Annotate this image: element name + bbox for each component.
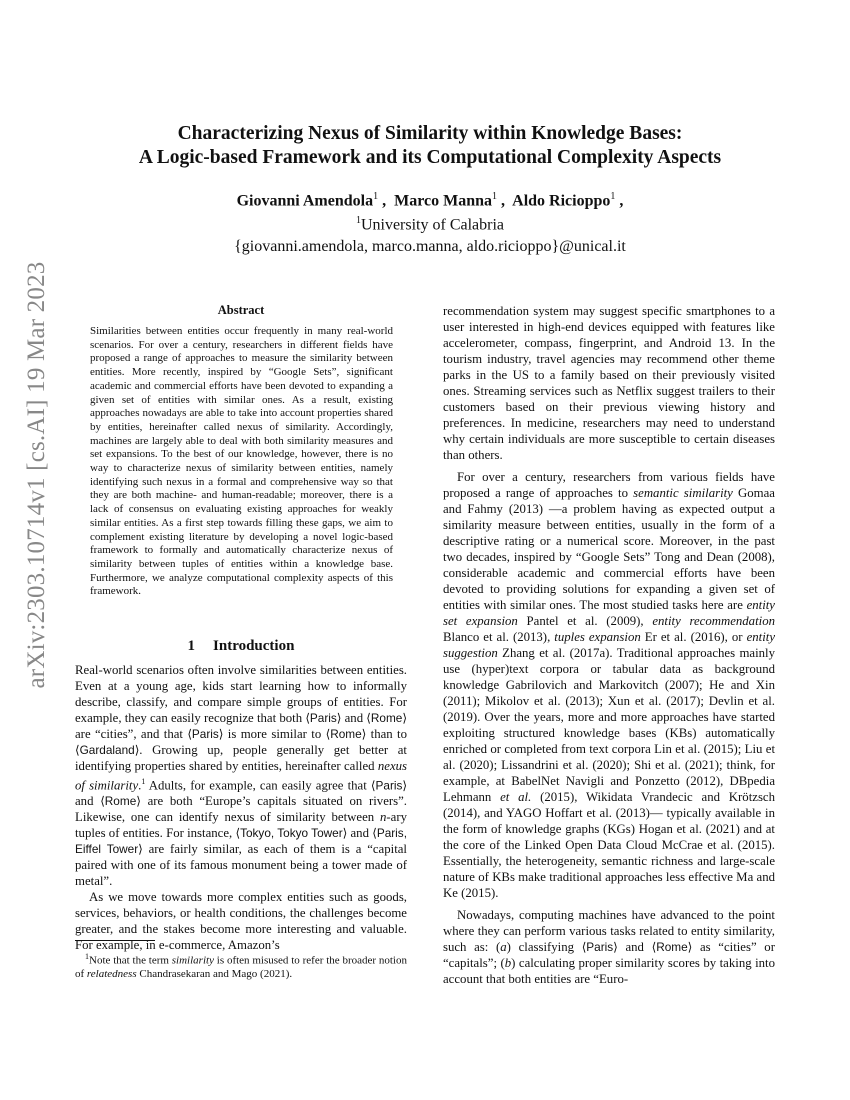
footnote-reference[interactable]: 1 [141,777,146,786]
entity-paris: ⟨Paris⟩ [305,711,342,725]
section-number: 1 [187,638,196,654]
section-title: Introduction [213,638,295,654]
affiliation [75,215,785,234]
affiliation-name: University of Calabria [360,216,505,234]
arxiv-stamp: arXiv:2303.10714v1 [cs.AI] 19 Mar 2023 [23,261,50,689]
entity-paris: ⟨Paris⟩ [187,727,224,741]
intro-column [75,662,407,953]
author-affiliation-mark: 1 [492,191,498,202]
entity-rome: ⟨Rome⟩ [651,940,693,954]
affiliation-mark: 1 [355,215,361,226]
entity-tuple-tokyo: ⟨Tokyo, Tokyo Tower⟩ [235,826,348,841]
abstract-heading: Abstract [217,303,265,317]
author-list: Giovanni Amendola$^1$ , Marco Manna$^1$ , Aldo Ricioppo$^1$ , [236,191,624,210]
right-paragraph-3: Nowadays, computing machines have advanced to the point where they can perform various tasks related to entity similarity, such as: (a) classifying ⟨Paris⟩ and ⟨Rome⟩ as “cities” or “capitals”; (b) calculating proper similarity scores by taking into account that both entities are “Euro- [443,908,775,986]
footnote-mark: 1 [85,952,89,961]
right-paragraph-2: For over a century, researchers from various fields have proposed a range of approaches to semantic similarity Gomaa and Fahmy (2013) —a problem having as expected output a similarity measure between entities, usually in the form of a descriptive rating or a numerical score. Moreover, in the past two decades, inspired by “Google Sets” Tong and Dean (2008), considerable academic and commercial efforts have been devoted to providing solutions for expanding a given set of entities with similar ones. The most studied tasks here are entity set expansion Pantel et al. (2009), entity recommendation Blanco et al. (2013), tuples expansion Er et al. (2016), or entity suggestion Zhang et al. (2017a). Traditional approaches mainly use (hyper)text corpora or tabular data as background knowledge Gabrilovich and Markovitch (2007); He and Xin (2011); Mikolov et al. (2013); Xun et al. (2017); Devlin et al. (2019). Over the years, more and more approaches have started exploiting structured knowledge bases (KBs) automatically enriched or completed from text corpora Lin et al. (2015); Liu et al. (2020); Lissandrini et al. (2020); Shi et al. (2021); think, for example, at BabelNet Navigli and Ponzetto (2012), DBpedia Lehmann et al. (2015), Wikidata Vrandecic and Krötzsch (2014), and YAGO Hoffart et al. (2013)— typically available in the form of knowledge graphs (KGs) Hogan et al. (2021) and at the core of the Linked Open Data Cloud McCrae et al. (2015). Essentially, the heterogeneity, semantic richness and large-scale nature of KBs make traditional approaches less effective Ma and Ke (2015). [443,470,776,900]
author-name: Aldo Ricioppo [512,192,611,210]
paper-title-line-2: A Logic-based Framework and its Computational Complexity Aspects [138,147,722,168]
entity-rome: ⟨Rome⟩ [325,727,367,741]
author-affiliation-mark: 1 [373,191,379,202]
section-heading [75,638,407,655]
intro-paragraph-2: As we move towards more complex entities such as goods, services, behaviors, or health conditions, the challenges become greater, and the stakes become more interesting and valuable. For example, in e-commerce, Amazon’s [75,890,407,953]
entity-tuple-paris: ⟨Paris, Eiffel Tower⟩ [75,826,407,857]
entity-gardaland: ⟨Gardaland⟩ [75,743,140,757]
intro-paragraph-1: Real-world scenarios often involve similarities between entities. Even at a young age, kids start learning how to informally describe, classify, and compare simple groups of entities. For example, they can easily recognize that both ⟨Paris⟩ and ⟨Rome⟩ are “cities”, and that ⟨Paris⟩ is more similar to ⟨Rome⟩ than to ⟨Gardaland⟩. Growing up, people generally get better at identifying properties shared by entities, hereinafter called nexus of similarity.$^1$ Adults, for example, can easily agree that ⟨Paris⟩ and ⟨Rome⟩ are both “Europe’s capitals situated on rivers”. Likewise, one can identify nexus of similarity between n-ary tuples of entities. For instance, ⟨Tokyo, Tokyo Tower⟩ and ⟨Paris, Eiffel Tower⟩ are fairly similar, as each of them is a “capital paired with one of its famous monument being a tower made of metal”. [75,663,408,889]
math-n: n [379,810,387,825]
entity-paris: ⟨Paris⟩ [581,940,618,954]
author-name: Giovanni Amendola [236,192,374,210]
entity-paris: ⟨Paris⟩ [370,778,407,793]
right-column [443,303,775,993]
term-nexus-of-similarity: nexus of similarity [75,759,407,793]
footnote: $^1$Note that the term similarity is often misused to refer the broader notion of relatedness Chandrasekaran and Mago (2021). [75,952,407,981]
author-emails: {giovanni.amendola, marco.manna, aldo.ricioppo}@unical.it [234,238,626,255]
paper-title-line-1: Characterizing Nexus of Similarity within Knowledge Bases: [177,123,683,144]
abstract-text: Similarities between entities occur frequently in many real-world scenarios. For over a century, researchers in different fields have proposed a range of approaches to measure the similarity between entities. More recently, inspired by “Google Sets”, significant academic and commercial efforts have been devoted to expanding a given set of entities with similar ones. As a result, existing approaches nowadays are able to take into account properties shared by entities, hereinafter called nexus of similarity. Accordingly, machines are largely able to deal with both similarity measures and set expansions. To the best of our knowledge, however, there is no way to characterize nexus of similarity between entities, namely identifying such nexus in a formal and comprehensive way so that they are both machine- and human-readable; moreover, there is a lack of consensus on evaluating existing approaches for weakly similar entities. As a first step towards filling these gaps, we aim to complement existing literature by developing a novel logic-based framework to formally and automatically characterize nexus of similarity between tuples of entities within a knowledge base. Furthermore, we analyze computational complexity aspects of this framework. [90,325,393,598]
footnote-rule [75,940,155,941]
entity-rome: ⟨Rome⟩ [100,794,141,809]
entity-rome: ⟨Rome⟩ [366,711,407,725]
right-paragraph-1: recommendation system may suggest specific smartphones to a user interested in high-end devices equipped with features like accelerometer, compass, fingerprint, and Android 13. In the tourism industry, travel agencies may recommend other theme parks in the US to a family based on their previously visited ones. Streaming services such as Netflix suggest trailers to their customers based on their previous viewing history and preferences. In medicine, researchers may need to understand why certain individuals are more susceptible to certain diseases than others. [443,304,775,462]
author-affiliation-mark: 1 [610,191,616,202]
author-name: Marco Manna [394,192,493,210]
